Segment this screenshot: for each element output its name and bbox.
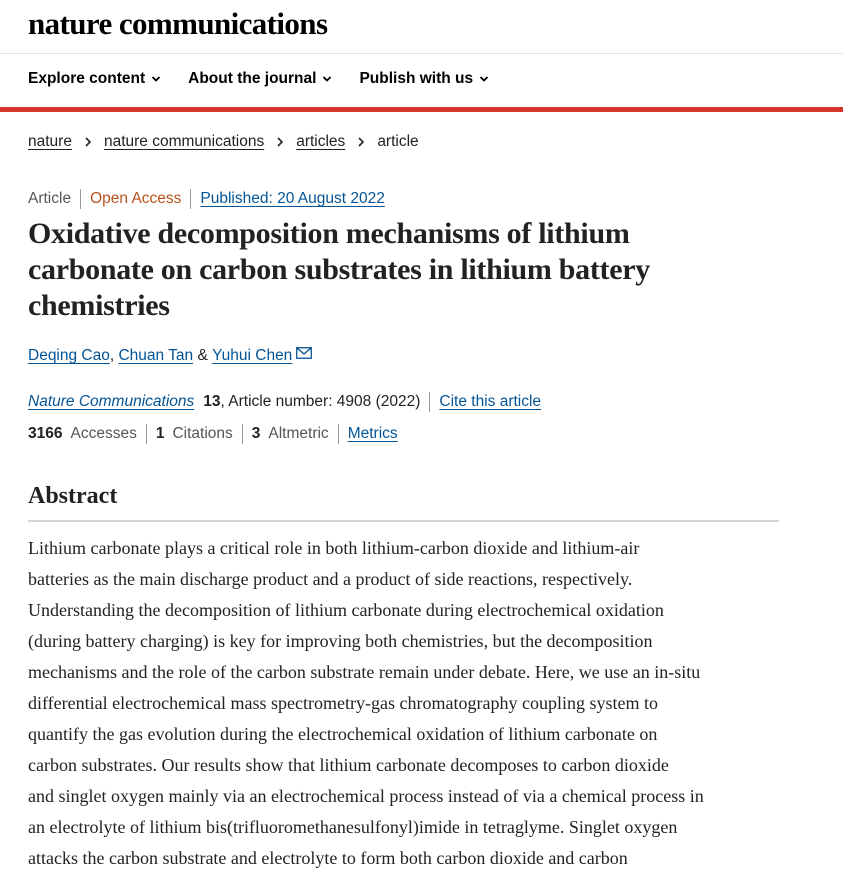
author-list: [28, 347, 312, 365]
nav-label: Explore content: [28, 70, 146, 87]
divider: [80, 189, 81, 209]
divider: [146, 424, 147, 444]
abstract-line: (during battery charging) is key for improving both chemistries, but the decomposition: [28, 631, 653, 651]
nav-label: Publish with us: [359, 70, 474, 87]
nav-explore-content[interactable]: [28, 70, 161, 88]
author-link[interactable]: Yuhui Chen: [212, 347, 293, 364]
abstract-line: Lithium carbonate plays a critical role in both lithium-carbon dioxide and lithium-air: [28, 538, 640, 558]
breadcrumb: [28, 133, 419, 151]
nav-publish-with-us[interactable]: [359, 70, 489, 88]
abstract-line: quantify the gas evolution during the electrochemical oxidation of lithium carbonate on: [28, 724, 658, 744]
site-logo[interactable]: nature communications: [28, 6, 328, 41]
divider: [190, 189, 191, 209]
citation-line: [28, 392, 541, 412]
divider: [429, 392, 430, 412]
metrics-link[interactable]: Metrics: [347, 425, 398, 442]
mail-icon[interactable]: [296, 347, 312, 359]
cite-this-article-link[interactable]: Cite this article: [439, 393, 542, 410]
published-date-link[interactable]: Published: 20 August 2022: [200, 190, 385, 207]
article-title: Oxidative decomposition mechanisms of lithium carbonate on carbon substrates in lithium battery chemistries: [28, 217, 650, 322]
divider: [338, 424, 339, 444]
article-type: Article: [28, 190, 72, 207]
nav-about-journal[interactable]: [188, 70, 332, 88]
divider: [242, 424, 243, 444]
altmetric-label: Altmetric: [268, 425, 329, 442]
chevron-right-icon: [357, 137, 365, 147]
abstract-line: an electrolyte of lithium bis(trifluoromethanesulfonyl)imide in tetraglyme. Singlet oxygen: [28, 817, 678, 837]
abstract-line: differential electrochemical mass spectrometry-gas chromatography coupling system to: [28, 693, 658, 713]
abstract-divider: [28, 520, 779, 522]
chevron-right-icon: [276, 137, 284, 147]
main-nav: [28, 70, 489, 88]
abstract-line: carbon substrates. Our results show that lithium carbonate decomposes to carbon dioxide: [28, 755, 669, 775]
chevron-right-icon: [84, 137, 92, 147]
accesses-label: Accesses: [70, 425, 137, 442]
breadcrumb-nature-communications[interactable]: nature communications: [103, 133, 265, 150]
author-link[interactable]: Chuan Tan: [118, 347, 194, 364]
breadcrumb-current: article: [377, 133, 419, 150]
abstract-text: [28, 533, 788, 874]
author-separator: ,: [109, 347, 115, 364]
accesses-count: 3166: [28, 425, 63, 442]
abstract-line: batteries as the main discharge product and a product of side reactions, respectively.: [28, 569, 633, 589]
article-metrics: [28, 424, 398, 444]
altmetric-count: 3: [251, 425, 261, 442]
chevron-down-icon: [322, 74, 332, 84]
breadcrumb-nature[interactable]: nature: [28, 133, 72, 150]
chevron-down-icon: [479, 74, 489, 84]
author-separator: &: [197, 347, 208, 364]
author-link[interactable]: Deqing Cao: [28, 347, 110, 364]
abstract-line: Understanding the decomposition of lithium carbonate during electrochemical oxidation: [28, 600, 664, 620]
chevron-down-icon: [151, 74, 161, 84]
abstract-line: and singlet oxygen mainly via an electrochemical process instead of via a chemical process in: [28, 786, 704, 806]
article-number: , Article number: 4908 (2022): [220, 393, 421, 410]
brand-accent-bar: [0, 107, 843, 112]
citations-count: 1: [155, 425, 165, 442]
article-meta: [28, 189, 385, 209]
citations-label: Citations: [172, 425, 233, 442]
journal-link[interactable]: Nature Communications: [28, 393, 195, 410]
header-divider: [0, 53, 843, 54]
abstract-line: mechanisms and the role of the carbon substrate remain under debate. Here, we use an in-situ: [28, 662, 701, 682]
volume-number: 13: [203, 393, 221, 410]
breadcrumb-articles[interactable]: articles: [296, 133, 346, 150]
abstract-heading: Abstract: [28, 483, 118, 509]
nav-label: About the journal: [188, 70, 317, 87]
open-access-label: Open Access: [90, 190, 182, 207]
abstract-line: attacks the carbon substrate and electrolyte to form both carbon dioxide and carbon: [28, 848, 628, 868]
